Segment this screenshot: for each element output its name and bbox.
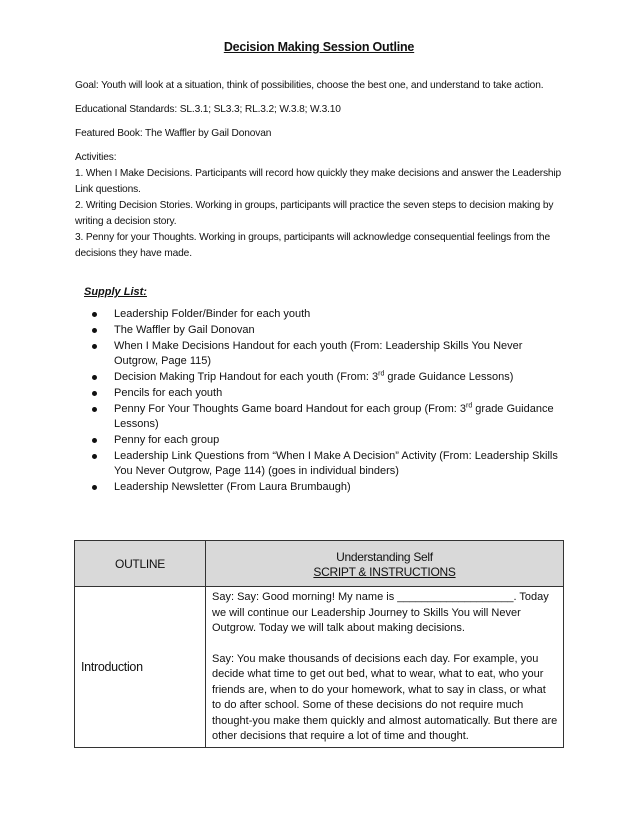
supply-item [84, 339, 564, 369]
supply-item [84, 402, 564, 432]
activities-heading: Activities: [75, 152, 117, 163]
script-paragraph: Say: Say: Good morning! My name is ___________________. Today we will continue our Leadership Journey to Skills You will Never Outgrow. Today we will talk about making decisions. [212, 591, 549, 634]
supply-item-text: Penny for each group [114, 434, 220, 446]
activity-item: 2. Writing Decision Stories. Working in groups, participants will practice the seven steps to decision making by writing a decision story. [75, 200, 554, 227]
section-name: Understanding Self [336, 550, 433, 564]
supply-item-text: grade Guidance Lessons) [384, 371, 514, 383]
outline-table-header [75, 541, 564, 587]
supply-item [84, 449, 564, 479]
outline-column-header: OUTLINE [75, 541, 206, 587]
supply-list-title: Supply List: [84, 286, 147, 298]
supply-item [84, 386, 564, 401]
activities-section [75, 150, 565, 262]
outline-table [74, 540, 564, 748]
activity-item: 3. Penny for your Thoughts. Working in groups, participants will acknowledge consequential feelings from the decisions they have made. [75, 232, 550, 259]
supply-item-text: Leadership Link Questions from “When I Make A Decision” Activity (From: Leadership Skills You Never Outgrow, Page 114) (goes in individual binders) [114, 450, 558, 477]
supply-item [84, 433, 564, 448]
script-cell [206, 587, 564, 748]
supply-item-text: The Waffler by Gail Donovan [114, 324, 255, 336]
supply-items [84, 307, 564, 495]
supply-item [84, 307, 564, 322]
supply-item-text: Leadership Folder/Binder for each youth [114, 308, 311, 320]
script-instructions-label: SCRIPT & INSTRUCTIONS [313, 565, 456, 579]
supply-item-text: grade Guidance Lessons) [114, 403, 554, 430]
ordinal-suffix: rd [466, 402, 473, 410]
supply-item-text: Decision Making Trip Handout for each youth (From: 3 [114, 371, 379, 383]
supply-item-text: Penny For Your Thoughts Game board Handout for each group (From: 3 [114, 403, 466, 415]
supply-item-text: Leadership Newsletter (From Laura Brumbaugh) [114, 481, 351, 493]
supply-item-text: Pencils for each youth [114, 387, 223, 399]
script-column-header [206, 541, 564, 587]
goal-text: Goal: Youth will look at a situation, think of possibilities, choose the best one, and understand to take action. [75, 80, 544, 91]
supply-item [84, 370, 564, 385]
supply-item [84, 480, 564, 495]
standards-text: Educational Standards: SL.3.1; SL3.3; RL.3.2; W.3.8; W.3.10 [75, 104, 341, 115]
script-paragraph: Say: You make thousands of decisions each day. For example, you decide what time to get out bed, what to wear, what to eat, who your friends are, when to do your homework, what to say in class, or what to do after school. Some of these decisions do not require much thought-you make them quickly and almost automatically. But there are other decisions that require a lot of time and thought. [212, 652, 558, 742]
activity-item: 1. When I Make Decisions. Participants will record how quickly they make decisions and answer the Leadership Link questions. [75, 168, 562, 195]
featured-book-text: Featured Book: The Waffler by Gail Donovan [75, 128, 272, 139]
table-row [75, 587, 564, 748]
document-title: Decision Making Session Outline [223, 40, 415, 54]
supply-item-text: When I Make Decisions Handout for each youth (From: Leadership Skills You Never Outgrow, Page 115) [114, 340, 523, 367]
outline-row-label: Introduction [75, 587, 206, 748]
session-overview [75, 78, 565, 262]
supply-list [84, 285, 564, 496]
supply-item [84, 323, 564, 338]
ordinal-suffix: rd [378, 370, 385, 378]
